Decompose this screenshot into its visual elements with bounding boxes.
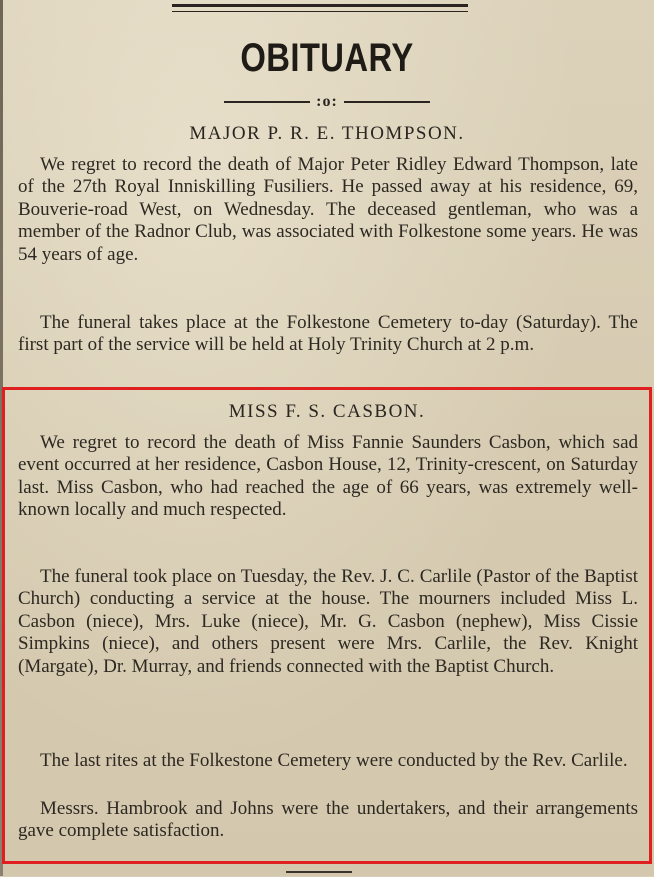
- article-1-heading: MAJOR P. R. E. THOMPSON.: [189, 123, 465, 144]
- article-2-heading: MISS F. S. CASBON.: [228, 401, 426, 422]
- article-2-paragraph-3: The last rites at the Folkestone Cemetery were conducted by the Rev. Carlile.: [40, 750, 628, 771]
- divider-line-left: [224, 101, 310, 103]
- article-2-paragraph-2: The funeral took place on Tuesday, the Rev. J. C. Carlile (Pastor of the Baptist Church) conducting a service at the house. The mourners included Miss L. Casbon (niece), Mrs. Luke (niece), Mr. G. Casbon (nephew), Miss Cissie Simpkins (niece), and others present were Mrs. Carlile, the Rev. Knight (Margate), Dr. Murray, and friends connected with the Baptist Church.: [18, 566, 638, 677]
- page-title: OBITUARY: [240, 36, 414, 80]
- bottom-rule: [286, 871, 352, 877]
- article-2-paragraph-4: Messrs. Hambrook and Johns were the undertakers, and their arrangements gave complete satisfaction.: [18, 798, 638, 842]
- title-divider: [224, 92, 430, 112]
- divider-line-right: [344, 101, 430, 103]
- article-2-paragraph-1: We regret to record the death of Miss Fannie Saunders Casbon, which sad event occurred at her residence, Casbon House, 12, Trinity-crescent, on Saturday last. Miss Casbon, who had reached the age of 66 years, was extremely well-known locally and much respected.: [18, 432, 638, 521]
- article-1-paragraph-2: The funeral takes place at the Folkestone Cemetery to-day (Saturday). The first part of the service will be held at Holy Trinity Church at 2 p.m.: [18, 312, 638, 356]
- top-double-rule: [172, 4, 468, 12]
- article-1-paragraph-1: We regret to record the death of Major Peter Ridley Edward Thompson, late of the 27th Royal Inniskilling Fusiliers. He passed away at his residence, 69, Bouverie-road West, on Wednesday. The deceased gentleman, who was a member of the Radnor Club, was associated with Folkestone some years. He was 54 years of age.: [18, 154, 638, 265]
- divider-mark: :o:: [316, 93, 338, 110]
